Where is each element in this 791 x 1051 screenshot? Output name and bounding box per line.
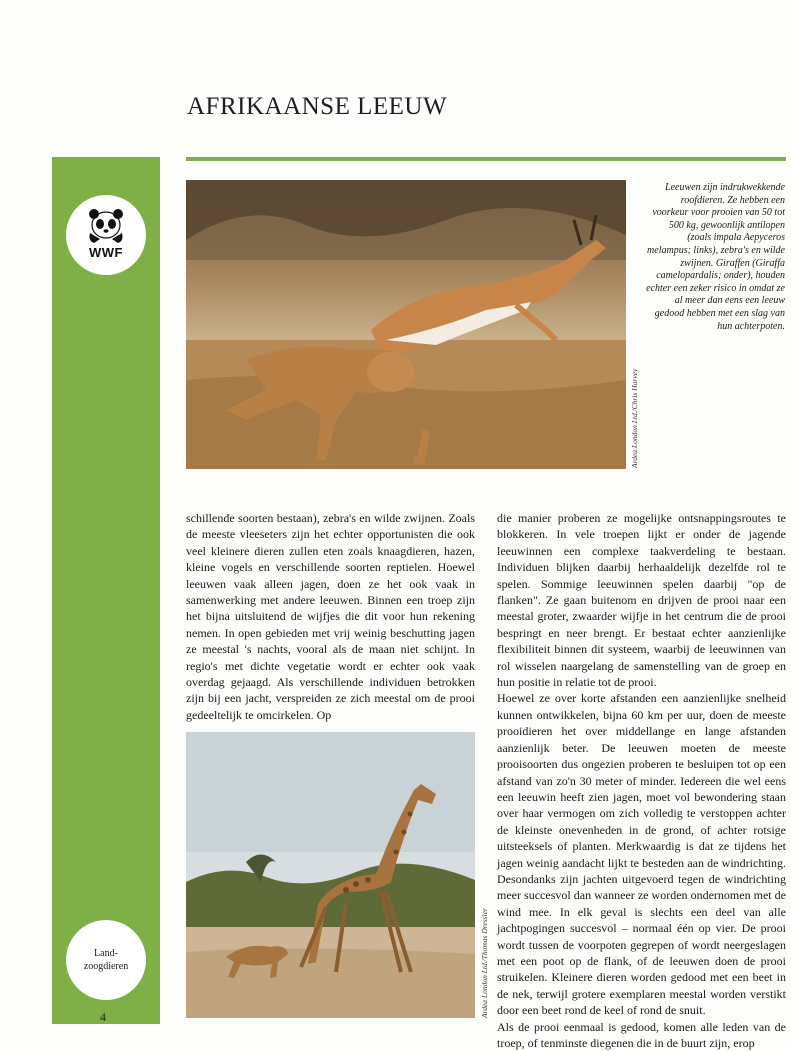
panda-icon xyxy=(66,195,146,275)
bottom-photo-credit: Ardea London Ltd./Thomas Dressler xyxy=(480,908,489,1018)
green-sidebar xyxy=(52,157,160,1024)
text-column-2 xyxy=(497,510,786,1051)
lioness-impala-photo xyxy=(186,180,626,469)
title-rule xyxy=(186,157,786,161)
page-title: AFRIKAANSE LEEUW xyxy=(187,93,448,120)
page-number: 4 xyxy=(100,1010,106,1024)
giraffe-lioness-photo xyxy=(186,732,475,1018)
column-2-paragraph-1: die manier proberen ze mogelijke ontsnappingsroutes te blokkeren. In vele troepen lijkt er onder de jagende leeuwinnen een complexe taakverdeling te bestaan. Individuen blijken daarbij herhaaldelijk dezelfde rol te spelen. Sommige leeuwinnen spelen daarbij "op de flanken". Ze gaan buitenom en drijven de prooi naar een meestal groter, zwaarder wijfje in het centrum die de prooi bespringt en neer brengt. Er bestaat echter aanzienlijke flexibiliteit binnen dit systeem, waarbij de leeuwinnen van rol wisselen naargelang de samenstelling van de groep en hun positie in relatie tot de prooi. xyxy=(497,511,786,690)
wwf-logo-text: WWF xyxy=(89,245,123,260)
photo-caption: Leeuwen zijn indrukwekkende roofdieren. Ze hebben een voorkeur voor prooien van 50 tot 500 kg, gewoonlijk antilopen (zoals impala Aepyceros melampus; links), zebra's en wilde zwijnen. Giraffen (Giraffa camelopardalis; onder), houden echter een zeker risico in omdat ze al meer dan eens een leeuw gedood hebben met een slag van hun achterpoten. xyxy=(646,182,785,332)
text-column-1 xyxy=(186,510,475,723)
column-2-paragraph-2: Hoewel ze over korte afstanden een aanzienlijke snelheid kunnen ontwikkelen, bijna 60 km per uur, doen de meeste prooidieren het over middellange en lange afstanden aanzienlijk beter. De leeuwen moeten de meeste prooisoorten dus ongezien proberen te besluipen tot op een afstand van zo'n 30 meter of minder. Iedereen die wel eens een leeuwin heeft zien jagen, moet vol bewondering staan over haar vermogen om zich volledig te verstoppen achter de kleinste onevenheden in de grond, of achter rotsige uitsteeksels of planten. Merkwaardig is dat ze tijdens het jagen weinig aandacht lijkt te besteden aan de windrichting. Desondanks zijn jachten uitgevoerd tegen de windrichting meer succesvol dan wanneer ze worden ondernomen met de wind mee. In elk geval is slechts een deel van alle jachtpogingen succesvol – normaal één op vier. De prooi wordt tussen de voorpoten gegrepen of wordt neergeslagen met een poot op de flank, of de leeuwen doen de prooi struikelen. Kleinere dieren worden gedood met een beet in de nek, terwijl grotere exemplaren meestal worden verstikt door een beet rond de keel of rond de snuit. xyxy=(497,691,786,1018)
top-photo-credit: Ardea London Ltd./Chris Harvey xyxy=(630,368,639,468)
section-label: Land- zoogdieren xyxy=(83,948,129,972)
column-1-paragraph: schillende soorten bestaan), zebra's en wilde zwijnen. Zoals de meeste vleeseters zijn het echter opportunisten die ook veel kleinere dieren zullen eten zoals knaagdieren, hazen, kleine vogels en verschillende soorten reptielen. Hoewel leeuwen vaak alleen jagen, doen ze het ook vaak in samenwerking met andere leeuwen. Binnen een troep zijn het bijna uitsluitend de wijfjes die dit voor hun rekening nemen. In open gebieden met vrij weinig beschutting jagen ze meestal 's nachts, vooral als de maan niet schijnt. In regio's met dichte vegetatie wordt er echter ook vaak overdag gejaagd. Als verschillende individuen betrokken zijn bij een jacht, verspreiden ze zich meestal om de prooi gedeeltelijk te omcirkelen. Op xyxy=(186,511,475,722)
section-badge xyxy=(66,920,146,1000)
wwf-logo xyxy=(66,195,146,275)
column-2-paragraph-3: Als de prooi eenmaal is gedood, komen alle leden van de troep, of tenminste diegenen die in de buurt zijn, erop xyxy=(497,1019,786,1050)
